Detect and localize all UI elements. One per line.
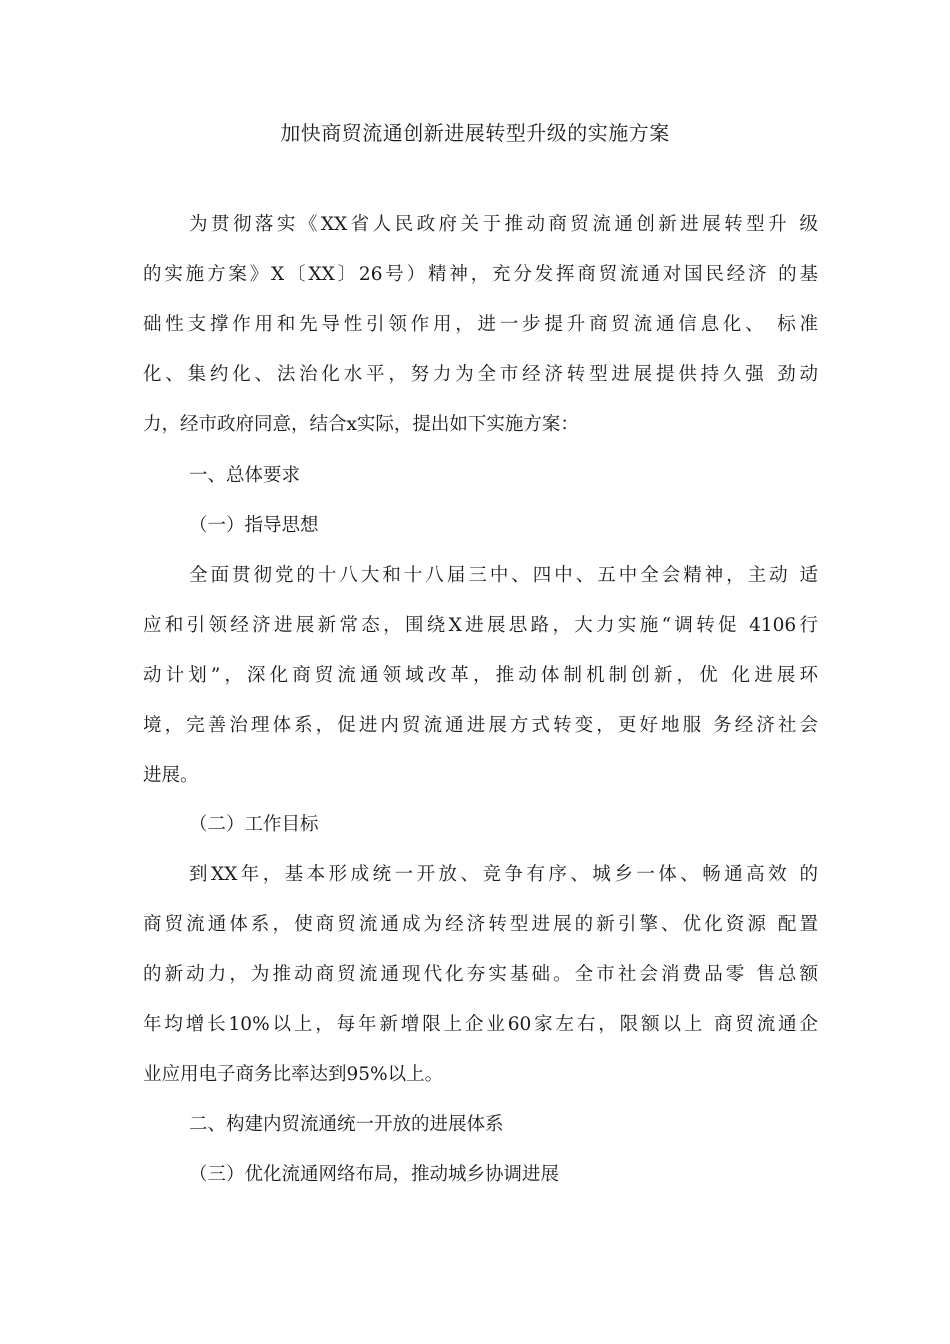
section-heading: 一、总体要求 bbox=[189, 465, 301, 486]
paragraph-line: 年均增长10%以上，每年新增限上企业60家左右，限额以上 商贸流通企 bbox=[143, 1014, 818, 1035]
document-title: 加快商贸流通创新进展转型升级的实施方案 bbox=[280, 121, 670, 145]
paragraph-line: 业应用电子商务比率达到95%以上。 bbox=[143, 1064, 444, 1085]
paragraph-line: 全面贯彻党的十八大和十八届三中、四中、五中全会精神，主动 适 bbox=[189, 565, 818, 586]
paragraph-line: 化、集约化、法治化水平，努力为全市经济转型进展提供持久强 劲动 bbox=[143, 364, 818, 385]
subsection-heading: （一）指导思想 bbox=[189, 515, 319, 536]
section-heading: 二、构建内贸流通统一开放的进展体系 bbox=[189, 1114, 504, 1135]
paragraph-line: 的新动力，为推动商贸流通现代化夯实基础。全市社会消费品零 售总额 bbox=[143, 964, 818, 985]
subsection-heading: （二）工作目标 bbox=[189, 814, 319, 835]
paragraph-line: 进展。 bbox=[143, 765, 199, 786]
subsection-heading: （三）优化流通网络布局，推动城乡协调进展 bbox=[189, 1164, 560, 1185]
paragraph-line: 境，完善治理体系，促进内贸流通进展方式转变，更好地服 务经济社会 bbox=[143, 715, 818, 736]
paragraph-line: 动计划”，深化商贸流通领域改革，推动体制机制创新，优 化进展环 bbox=[143, 665, 818, 686]
paragraph-line: 力，经市政府同意，结合x实际，提出如下实施方案： bbox=[143, 414, 579, 435]
paragraph-line: 应和引领经济进展新常态，围绕X进展思路，大力实施“调转促 4106行 bbox=[143, 615, 818, 636]
paragraph-line: 商贸流通体系，使商贸流通成为经济转型进展的新引擎、优化资源 配置 bbox=[143, 914, 818, 935]
paragraph-line: 为贯彻落实《XX省人民政府关于推动商贸流通创新进展转型升 级 bbox=[189, 214, 818, 235]
paragraph-line: 到XX年，基本形成统一开放、竞争有序、城乡一体、畅通高效 的 bbox=[189, 864, 818, 885]
paragraph-line: 的实施方案》X〔XX〕26号）精神，充分发挥商贸流通对国民经济 的基 bbox=[143, 264, 818, 285]
paragraph-line: 础性支撑作用和先导性引领作用，进一步提升商贸流通信息化、 标准 bbox=[143, 314, 818, 335]
